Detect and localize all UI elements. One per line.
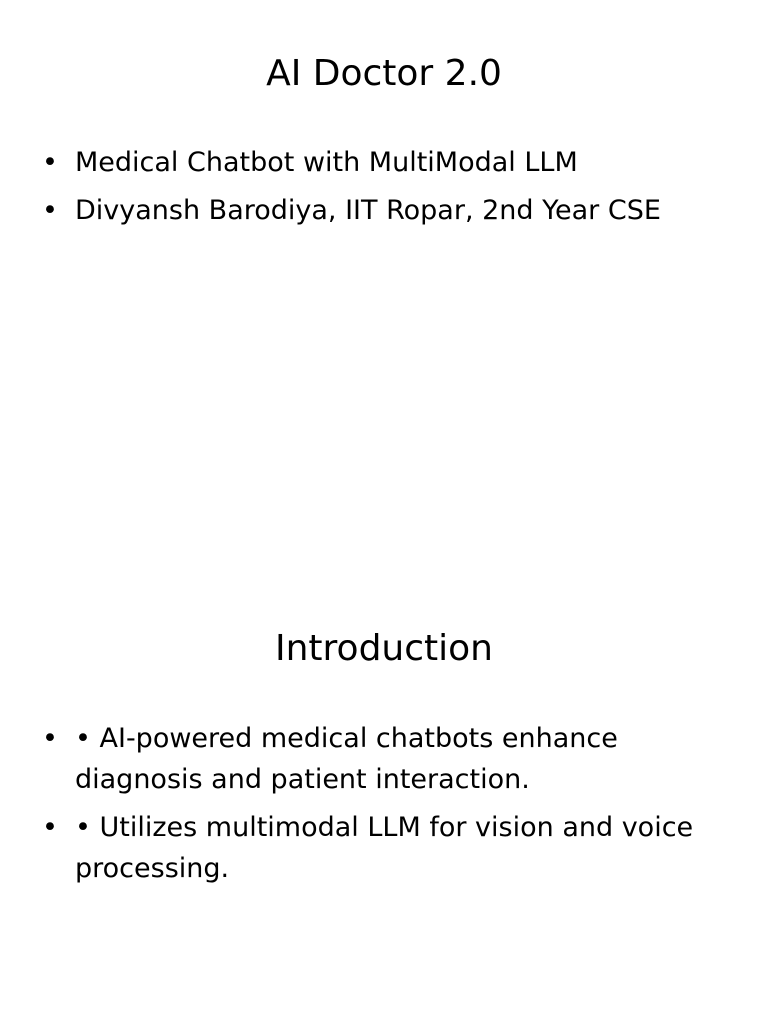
list-item <box>42 718 732 800</box>
bullet-icon: • <box>42 195 58 226</box>
bullet-icon: • <box>42 723 58 754</box>
bullet-icon: • <box>42 147 58 178</box>
bullet-list <box>42 718 732 896</box>
bullet-text: • Utilizes multimodal LLM for vision and voice processing. <box>75 812 694 884</box>
list-item <box>42 142 732 183</box>
bullet-list <box>42 142 732 238</box>
list-item <box>42 807 732 889</box>
bullet-text: Medical Chatbot with MultiModal LLM <box>75 147 578 178</box>
bullet-icon: • <box>42 812 58 843</box>
bullet-text: • AI-powered medical chatbots enhance diagnosis and patient interaction. <box>75 723 618 795</box>
slide-introduction <box>0 576 768 1024</box>
slide-title: AI Doctor 2.0 <box>266 53 502 94</box>
list-item <box>42 190 732 231</box>
bullet-text: Divyansh Barodiya, IIT Ropar, 2nd Year CSE <box>75 195 661 226</box>
slide-title: Introduction <box>274 628 493 669</box>
